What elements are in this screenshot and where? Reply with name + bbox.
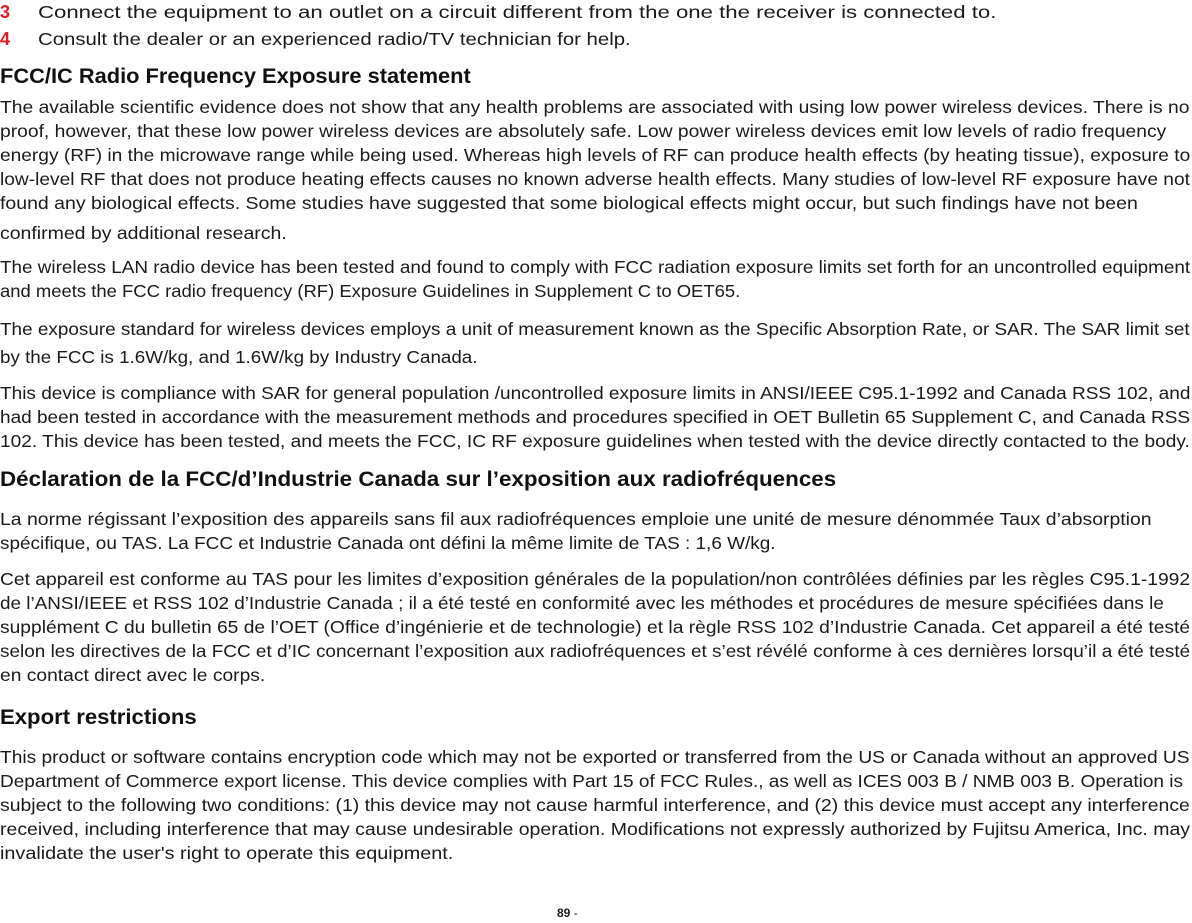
- body-text-line: Department of Commerce export license. This device complies with Part 15 of FCC Rules., as well as ICES 003 B / NMB 003 B. Operation is: [0, 771, 1183, 791]
- body-text-line: The available scientific evidence does not show that any health problems are associated with using low power wireless devices. There is no: [0, 97, 1190, 117]
- body-text-line: spécifique, ou TAS. La FCC et Industrie Canada ont défini la même limite de TAS : 1,6 W/kg.: [0, 533, 776, 553]
- body-text-line: proof, however, that these low power wireless devices are absolutely safe. Low power wireless devices emit low levels of radio frequency: [0, 121, 1167, 141]
- list-number: 4: [0, 29, 11, 49]
- body-text-line: received, including interference that may cause undesirable operation. Modifications not expressly authorized by Fujitsu America, Inc. may: [0, 819, 1191, 839]
- body-text-line: supplément C du bulletin 65 de l’OET (Office d’ingénierie et de technologie) et la règle RSS 102 d’Industrie Canada. Cet appareil a été testé: [0, 617, 1191, 637]
- body-text-line: en contact direct avec le corps.: [0, 665, 266, 685]
- page-number: 89: [557, 906, 571, 920]
- body-text-line: found any biological effects. Some studies have suggested that some biological effects might occur, but such findings have not been: [0, 193, 1138, 213]
- body-text-line: low-level RF that does not produce heating effects causes no known adverse health effects. Many studies of low-level RF exposure have not: [0, 169, 1190, 189]
- list-text: Consult the dealer or an experienced radio/TV technician for help.: [38, 29, 631, 49]
- body-text-line: selon les directives de la FCC et d’IC concernant l’exposition aux radiofréquences et s’est révélé conforme à ces dernières lorsqu’il a été testé: [0, 641, 1191, 661]
- section-heading-declaration-fcc-ic: Déclaration de la FCC/d’Industrie Canada sur l’exposition aux radiofréquences: [0, 468, 837, 491]
- body-text-line: energy (RF) in the microwave range while being used. Whereas high levels of RF can produce health effects (by heating tissue), exposure to: [0, 145, 1191, 165]
- page-number-separator: -: [570, 906, 578, 920]
- body-text-line: 102. This device has been tested, and meets the FCC, IC RF exposure guidelines when tested with the device directly contacted to the body.: [0, 431, 1190, 451]
- list-text: Connect the equipment to an outlet on a circuit different from the one the receiver is connected to.: [38, 2, 997, 22]
- body-text-line: The exposure standard for wireless devices employs a unit of measurement known as the Specific Absorption Rate, or SAR. The SAR limit set: [0, 319, 1190, 339]
- body-text-line: by the FCC is 1.6W/kg, and 1.6W/kg by Industry Canada.: [0, 347, 478, 367]
- body-text-line: La norme régissant l’exposition des appareils sans fil aux radiofréquences emploie une unité de mesure dénommée Taux d’absorption: [0, 509, 1152, 529]
- body-text-line: The wireless LAN radio device has been tested and found to comply with FCC radiation exposure limits set forth for an uncontrolled equipment: [0, 257, 1191, 277]
- page-footer: [557, 906, 578, 920]
- body-text-line: Cet appareil est conforme au TAS pour les limites d’exposition générales de la population/non contrôlées définies par les règles C95.1-1992: [0, 569, 1191, 589]
- body-text-line: invalidate the user's right to operate this equipment.: [0, 843, 454, 863]
- body-text-line: This product or software contains encryption code which may not be exported or transferred from the US or Canada without an approved US: [0, 747, 1190, 767]
- body-text-line: had been tested in accordance with the measurement methods and procedures specified in OET Bulletin 65 Supplement C, and Canada RSS: [0, 407, 1191, 427]
- section-heading-export-restrictions: Export restrictions: [0, 706, 197, 729]
- body-text-line: and meets the FCC radio frequency (RF) Exposure Guidelines in Supplement C to OET65.: [0, 281, 741, 301]
- section-heading-fcc-rf-exposure: FCC/IC Radio Frequency Exposure statement: [0, 65, 471, 88]
- body-text-line: de l’ANSI/IEEE et RSS 102 d’Industrie Canada ; il a été testé en conformité avec les méthodes et procédures de mesure spécifiées dans le: [0, 593, 1164, 613]
- body-text-line: subject to the following two conditions: (1) this device may not cause harmful interference, and (2) this device must accept any interference: [0, 795, 1190, 815]
- body-text-line: This device is compliance with SAR for general population /uncontrolled exposure limits in ANSI/IEEE C95.1-1992 and Canada RSS 102, and: [0, 383, 1191, 403]
- body-text-line: confirmed by additional research.: [0, 223, 287, 243]
- list-number: 3: [0, 2, 11, 22]
